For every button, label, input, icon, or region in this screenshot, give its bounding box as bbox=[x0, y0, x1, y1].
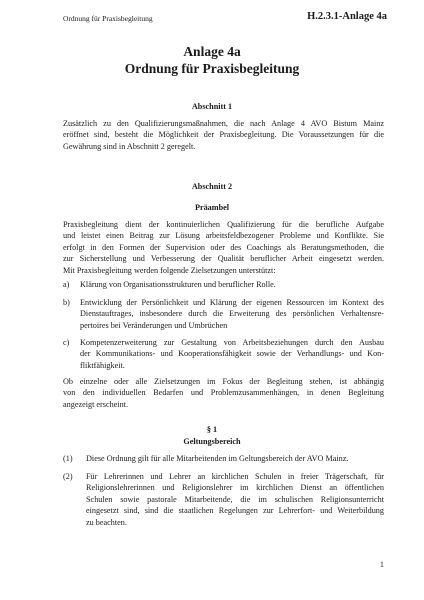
text-line: Entwicklung der Persönlichkeit und Klärung der eigenen Ressourcen im Kontext des bbox=[80, 298, 384, 307]
paragraph-number: § 1 bbox=[206, 425, 218, 434]
clause-number: (1) bbox=[63, 454, 73, 463]
text-line: angezeigt erscheint. bbox=[63, 399, 129, 409]
text-line: Zusätzlich zu den Qualifizierungsmaßnahmen, die nach Anlage 4 AVO Bistum Mainz bbox=[63, 119, 384, 128]
page-number: 1 bbox=[379, 560, 384, 569]
list-item bbox=[63, 279, 384, 290]
text-line: eröffnet sind, besteht die Möglichkeit der Praxisbegleitung. Die Voraussetzungen für die bbox=[63, 130, 384, 140]
text-line: Diese Ordnung gilt für alle Mitarbeitenden im Geltungsbereich der AVO Mainz. bbox=[86, 454, 349, 463]
text-line: eingesetzt sind, sind die staatlichen Regelungen zur Lehrerfort- und Weiterbildung bbox=[86, 506, 384, 516]
preamble-closing bbox=[63, 376, 384, 410]
text-line: Schulen sowie pastorale Mitarbeitende, die im schulischen Religionsunterricht bbox=[86, 494, 384, 504]
list-marker: a) bbox=[63, 280, 70, 289]
clause-number: (2) bbox=[63, 472, 73, 481]
running-header-title: Ordnung für Praxisbegleitung bbox=[63, 14, 153, 23]
text-line: Kompetenzerweiterung zur Gestaltung von Arbeitsbeziehungen durch den Ausbau bbox=[80, 338, 384, 347]
text-line: Mit Praxisbegleitung werden folgende Zielsetzungen unterstützt: bbox=[63, 265, 276, 275]
text-line: Für Lehrerinnen und Lehrer an kirchlichen Schulen in freier Trägerschaft, für bbox=[86, 472, 384, 481]
numbered-clause bbox=[63, 471, 384, 528]
preamble-heading: Präambel bbox=[194, 203, 230, 212]
text-line: Ob einzelne oder alle Zielsetzungen im Fokus der Begleitung stehen, ist abhängig bbox=[63, 377, 384, 386]
text-line: zur Sicherstellung und Verbesserung der Qualität beruflicher Arbeit eingesetzt werden. bbox=[63, 254, 384, 264]
preamble-intro bbox=[63, 219, 384, 276]
text-line: fliktfähigkeit. bbox=[80, 360, 125, 370]
document-subtitle: Ordnung für Praxisbegleitung bbox=[124, 61, 300, 76]
text-line: Gewährung sind in Abschnitt 2 geregelt. bbox=[63, 141, 196, 151]
list-marker: c) bbox=[63, 338, 70, 347]
text-line: von den individuellen Bedarfen und Problemzusammenhängen, in denen Begleitung bbox=[63, 388, 384, 398]
text-line: Praxisbegleitung dient der kontinuierlichen Qualifizierung für die berufliche Aufgabe bbox=[63, 220, 384, 229]
section-2-heading: Abschnitt 2 bbox=[191, 182, 233, 191]
section-1-heading: Abschnitt 1 bbox=[191, 102, 233, 111]
list-marker: b) bbox=[63, 298, 70, 307]
list-item bbox=[63, 297, 384, 331]
running-header-reference: H.2.3.1-Anlage 4a bbox=[307, 11, 387, 22]
text-line: erfolgt in den Formen der Supervision oder des Coachings als Beratungsmethoden, die bbox=[63, 242, 384, 252]
text-line: zu beachten. bbox=[86, 517, 127, 527]
numbered-clause bbox=[63, 453, 384, 464]
text-line: Dienstauftrages, insbesondere durch die Erweiterung des persönlichen Verhaltensre- bbox=[80, 309, 384, 319]
text-line: pertoires bei Veränderungen und Umbrüchen bbox=[80, 320, 228, 330]
section-1-text bbox=[63, 118, 384, 152]
paragraph-title: Geltungsbereich bbox=[183, 437, 241, 446]
text-line: der Kommunikations- und Kooperationsfähigkeit sowie der Verhandlungs- und Kon- bbox=[80, 349, 384, 359]
text-line: Religionslehrerinnen und Religionslehrer im kirchlichen Dienst an öffentlichen bbox=[86, 483, 384, 493]
document-title: Anlage 4a bbox=[183, 44, 241, 59]
text-line: und leistet einen Beitrag zur Lösung arbeitsfeldbezogener Probleme und Konflikte. Sie bbox=[63, 231, 384, 241]
text-line: Klärung von Organisationsstrukturen und beruflicher Rolle. bbox=[80, 280, 276, 289]
list-item bbox=[63, 337, 384, 371]
